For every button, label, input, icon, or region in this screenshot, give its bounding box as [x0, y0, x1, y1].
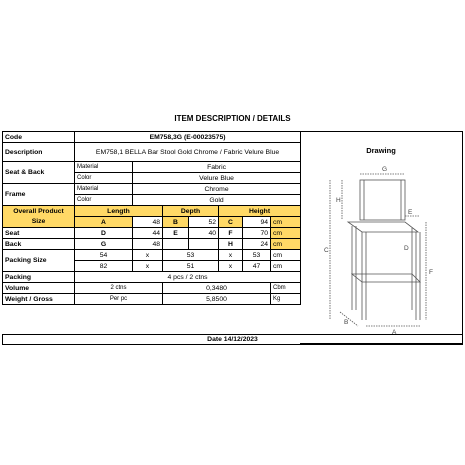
overall-depth-value: 52	[189, 217, 219, 228]
date-footer: Date 14/12/2023	[2, 334, 463, 345]
description-value: EM758,1 BELLA Bar Stool Gold Chrome / Fabric Velure Blue	[75, 143, 301, 162]
overall-unit: cm	[271, 217, 301, 228]
frame-label: Frame	[3, 184, 75, 206]
row-overall-values	[3, 217, 301, 228]
drawing-panel	[300, 131, 463, 344]
back-unit: cm	[271, 239, 301, 250]
row-frame-material	[3, 184, 301, 195]
volume-label: Volume	[3, 283, 75, 294]
dim-label-e: E	[408, 209, 413, 216]
seat-material-label: Material	[75, 162, 133, 173]
dim-label-g: G	[382, 166, 388, 173]
packing-size-2-height: 47	[243, 261, 271, 272]
overall-letter-b: B	[163, 217, 189, 228]
packing-size-1-x2: x	[219, 250, 243, 261]
overall-letter-c: C	[219, 217, 243, 228]
row-packing-size-1	[3, 250, 301, 261]
seat-color-value: Velure Blue	[133, 173, 301, 184]
seat-back-label: Seat & Back	[3, 162, 75, 184]
weight-per: Per pc	[75, 294, 163, 305]
dim-label-h: H	[336, 197, 341, 204]
dim-label-c: C	[324, 247, 329, 254]
back-label: Back	[3, 239, 75, 250]
code-label: Code	[3, 132, 75, 143]
seat-depth-value: 40	[189, 228, 219, 239]
row-overall-header	[3, 206, 301, 217]
backrest-outline	[360, 180, 405, 220]
back-height-value: 24	[243, 239, 271, 250]
weight-value: 5,8500	[163, 294, 271, 305]
seat-length-value: 44	[133, 228, 163, 239]
packing-size-1-height: 53	[243, 250, 271, 261]
spec-table	[2, 131, 301, 305]
seat-height-value: 70	[243, 228, 271, 239]
seat-color-label: Color	[75, 173, 133, 184]
weight-unit: Kg	[271, 294, 301, 305]
seat-letter-f: F	[219, 228, 243, 239]
depth-header: Depth	[163, 206, 219, 217]
packing-value: 4 pcs / 2 ctns	[75, 272, 301, 283]
volume-unit: Cbm	[271, 283, 301, 294]
row-weight	[3, 294, 301, 305]
overall-length-value: 48	[133, 217, 163, 228]
overall-height-value: 94	[243, 217, 271, 228]
packing-size-2-x2: x	[219, 261, 243, 272]
seat-letter-d: D	[75, 228, 133, 239]
volume-value: 0,3480	[163, 283, 271, 294]
drawing-title: Drawing	[366, 146, 396, 155]
row-back	[3, 239, 301, 250]
seat-outline	[348, 222, 418, 232]
frame-material-label: Material	[75, 184, 133, 195]
row-description	[3, 143, 301, 162]
description-label: Description	[3, 143, 75, 162]
packing-size-2-unit: cm	[271, 261, 301, 272]
back-letter-h: H	[219, 239, 243, 250]
seat-letter-e: E	[163, 228, 189, 239]
height-header: Height	[219, 206, 301, 217]
packing-size-1-x1: x	[133, 250, 163, 261]
packing-size-2-x1: x	[133, 261, 163, 272]
row-volume	[3, 283, 301, 294]
packing-size-2-length: 82	[75, 261, 133, 272]
packing-size-1-length: 54	[75, 250, 133, 261]
row-packing	[3, 272, 301, 283]
seat-unit: cm	[271, 228, 301, 239]
back-length-value: 48	[133, 239, 163, 250]
dim-label-f: F	[429, 269, 433, 276]
frame-color-label: Color	[75, 195, 133, 206]
row-code	[3, 132, 301, 143]
packing-size-1-unit: cm	[271, 250, 301, 261]
dim-label-a: A	[392, 329, 397, 336]
packing-size-2-depth: 51	[163, 261, 219, 272]
back-empty-letter	[163, 239, 189, 250]
weight-label: Weight / Gross	[3, 294, 75, 305]
packing-size-1-depth: 53	[163, 250, 219, 261]
dim-label-d: D	[404, 245, 409, 252]
code-value: EM758,3G (E-00023575)	[75, 132, 301, 143]
row-seat-material	[3, 162, 301, 173]
seat-material-value: Fabric	[133, 162, 301, 173]
length-header: Length	[75, 206, 163, 217]
row-seat	[3, 228, 301, 239]
overall-label-line2: Size	[3, 217, 75, 228]
volume-cartons: 2 ctns	[75, 283, 163, 294]
overall-label-line1: Overall Product	[3, 206, 75, 217]
dim-label-b: B	[344, 319, 349, 326]
back-letter-g: G	[75, 239, 133, 250]
overall-letter-a: A	[75, 217, 133, 228]
frame-material-value: Chrome	[133, 184, 301, 195]
packing-label: Packing	[3, 272, 75, 283]
bar-stool-drawing	[300, 162, 463, 342]
document-title: ITEM DESCRIPTION / DETAILS	[174, 114, 291, 123]
frame-color-value: Gold	[133, 195, 301, 206]
back-empty-value	[189, 239, 219, 250]
packing-size-label: Packing Size	[3, 250, 75, 272]
seat-label: Seat	[3, 228, 75, 239]
